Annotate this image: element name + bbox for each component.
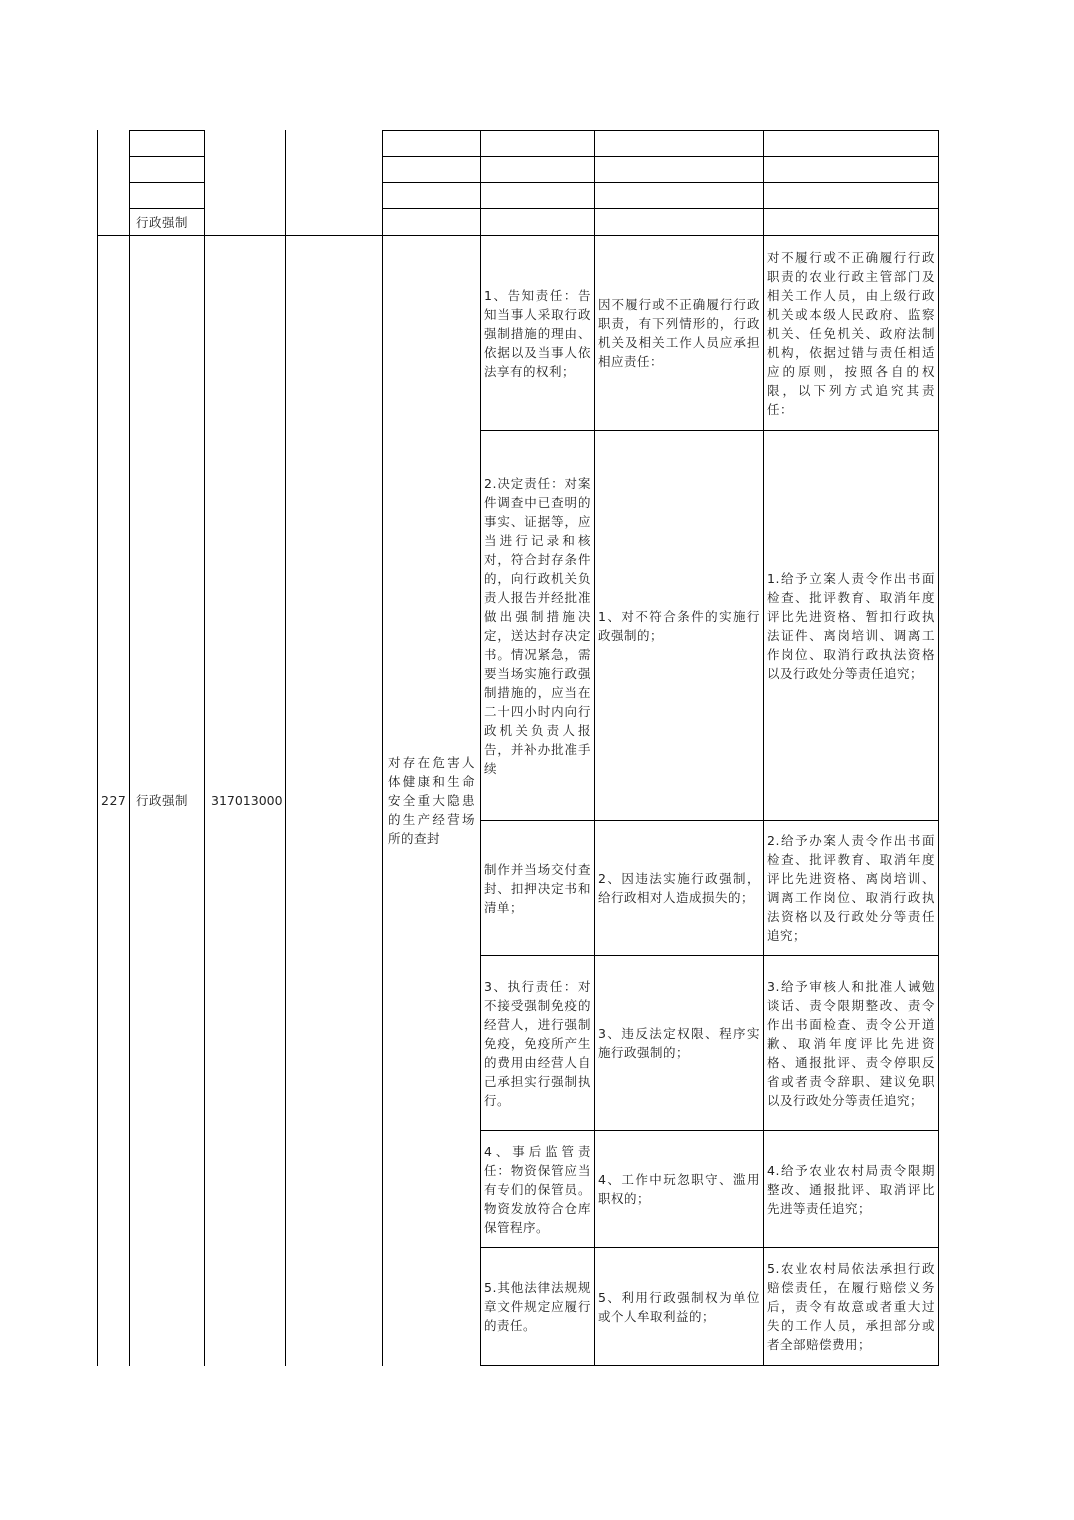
grid-line (382, 182, 939, 183)
responsibility-cell-1: 1、告知责任：告知当事人采取行政强制措施的理由、依据以及当事人依法享有的权利； (484, 287, 591, 379)
circumstance-cell-6: 5、利用行政强制权为单位或个人牟取利益的； (598, 1289, 760, 1324)
top-category-cell (130, 209, 204, 235)
grid-line (382, 130, 939, 131)
circumstance-cell-5: 4、工作中玩忽职守、滥用职权的； (598, 1172, 760, 1206)
row-category: 行政强制 (136, 793, 189, 808)
accountability-cell-5: 4.给予农业农村局责令限期整改、通报批评、取消评比先进等责任追究； (767, 1162, 935, 1216)
responsibility-cell-5: 4、事后监管责任：物资保管应当有专们的保管员。物资发放符合仓库保管程序。 (484, 1143, 591, 1235)
responsibility-cell-6: 5.其他法律法规规章文件规定应履行的责任。 (484, 1280, 591, 1333)
grid-line (129, 182, 205, 183)
row-item-name: 对存在危害人体健康和生命安全重大隐患的生产经营场所的查封 (388, 755, 475, 846)
row-number: 227 (101, 793, 127, 808)
top-category-label: 行政强制 (136, 214, 189, 230)
grid-line (129, 156, 205, 157)
grid-line (382, 156, 939, 157)
accountability-cell-3: 2.给予办案人责令作出书面检查、批评教育、取消年度评比先进资格、离岗培训、调离工作岗位、取消行政执法资格以及行政处分等责任追究； (767, 833, 935, 943)
accountability-cell-4: 3.给予审核人和批准人诫勉谈话、责令限期整改、责令作出书面检查、责令公开道歉、取消年度评比先进资格、通报批评、责令停职反省或者责令辞职、建议免职以及行政处分等责任追究； (767, 978, 935, 1108)
responsibility-cell-2: 2.决定责任：对案件调查中已查明的事实、证据等，应当进行记录和核对，符合封存条件的，向行政机关负责人报告并经批准做出强制措施决定，送达封存决定书。情况紧急，需要当场实施行政强制措施的，应当在二十四小时内向行政机关负责人报告，并补办批准手续 (484, 475, 591, 776)
circumstance-cell-4: 3、违反法定权限、程序实施行政强制的； (598, 1026, 760, 1060)
row-code: 317013000 (211, 793, 283, 808)
circumstance-cell-3: 2、因违法实施行政强制，给行政相对人造成损失的； (598, 871, 760, 905)
accountability-cell-1: 对不履行或不正确履行行政职责的农业行政主管部门及相关工作人员，由上级行政机关或本级人民政府、监察机关、任免机关、政府法制机构，依据过错与责任相适应的原则，按照各自的权限，以下列方式追究其责任： (767, 249, 935, 417)
grid-line (285, 130, 286, 1366)
circumstance-cell-2: 1、对不符合条件的实施行政强制的； (598, 608, 760, 643)
responsibility-cell-3: 制作并当场交付查封、扣押决定书和清单； (484, 861, 591, 915)
grid-line (129, 130, 205, 131)
accountability-cell-2: 1.给予立案人责令作出书面检查、批评教育、取消年度评比先进资格、暂扣行政执法证件、离岗培训、调离工作岗位、取消行政执法资格以及行政处分等责任追究； (767, 570, 935, 681)
circumstance-cell-1: 因不履行或不正确履行行政职责，有下列情形的，行政机关及相关工作人员应承担相应责任： (598, 297, 760, 369)
grid-line (382, 208, 939, 209)
grid-line (480, 1365, 939, 1366)
responsibility-cell-4: 3、执行责任：对不接受强制免疫的经营人，进行强制免疫，免疫所产生的费用由经营人自己承担实行强制执行。 (484, 978, 591, 1108)
accountability-cell-6: 5.农业农村局依法承担行政赔偿责任，在履行赔偿义务后，责令有故意或者重大过失的工作人员，承担部分或者全部赔偿费用； (767, 1261, 935, 1352)
grid-line (938, 130, 939, 1366)
